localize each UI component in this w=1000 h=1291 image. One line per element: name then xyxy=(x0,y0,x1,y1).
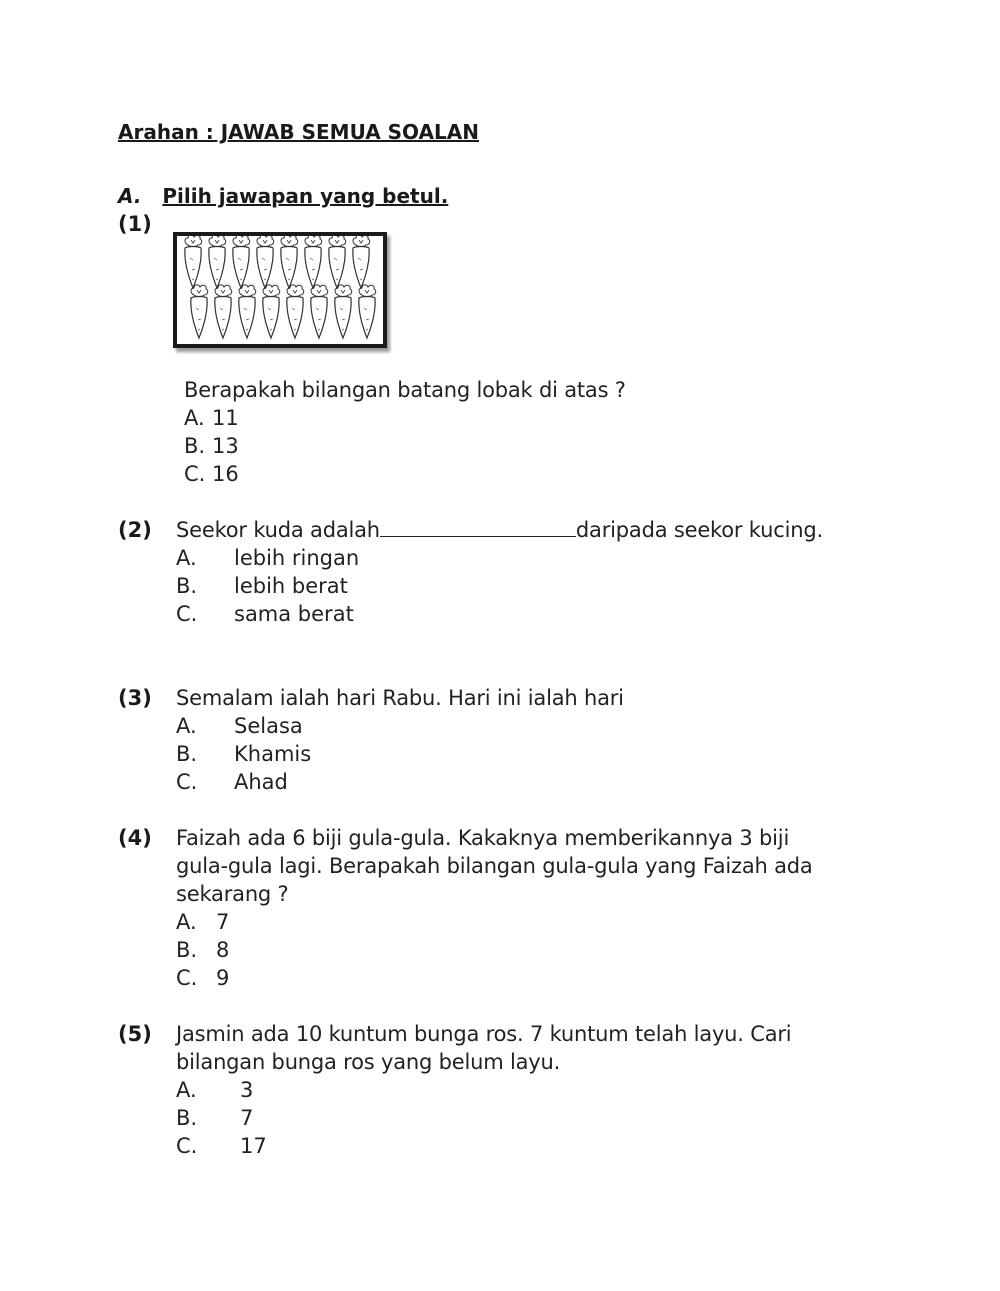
question-2-text: Seekor kuda adalah daripada seekor kucing. xyxy=(176,518,823,542)
question-1-option-b[interactable]: B. 13 xyxy=(184,434,239,458)
carrot-icon xyxy=(329,236,346,288)
question-1-option-c[interactable]: C. 16 xyxy=(184,462,239,486)
question-5-option-b[interactable]: B. 7 xyxy=(176,1106,254,1130)
section-title: Pilih jawapan yang betul. xyxy=(162,184,449,208)
carrot-icon xyxy=(209,236,226,288)
carrot-picture xyxy=(173,232,387,348)
question-2-option-c[interactable]: C. sama berat xyxy=(176,602,354,626)
question-5-line-1: Jasmin ada 10 kuntum bunga ros. 7 kuntum telah layu. Cari xyxy=(176,1022,792,1046)
question-4-option-a[interactable]: A. 7 xyxy=(176,910,230,934)
question-4-option-c[interactable]: C. 9 xyxy=(176,966,230,990)
question-5-option-c[interactable]: C. 17 xyxy=(176,1134,267,1158)
carrot-icon xyxy=(287,285,304,338)
question-2-option-b[interactable]: B. lebih berat xyxy=(176,574,348,598)
question-4-line-2: gula-gula lagi. Berapakah bilangan gula-gula yang Faizah ada xyxy=(176,854,813,878)
question-1-number: (1) xyxy=(118,212,152,236)
carrot-icon xyxy=(311,285,328,338)
question-3-option-c[interactable]: C. Ahad xyxy=(176,770,288,794)
question-2-option-a[interactable]: A. lebih ringan xyxy=(176,546,360,570)
question-5-number: (5) xyxy=(118,1022,152,1046)
question-4-line-1: Faizah ada 6 biji gula-gula. Kakaknya memberikannya 3 biji xyxy=(176,826,790,850)
carrot-icon xyxy=(359,285,376,338)
carrot-icon xyxy=(185,236,202,288)
question-3-option-a[interactable]: A. Selasa xyxy=(176,714,303,738)
question-3-option-b[interactable]: B. Khamis xyxy=(176,742,312,766)
section-letter: A. xyxy=(118,184,142,208)
instruction-heading: Arahan : JAWAB SEMUA SOALAN xyxy=(118,120,479,144)
question-2-number: (2) xyxy=(118,518,152,542)
question-1-option-a[interactable]: A. 11 xyxy=(184,406,239,430)
carrot-grid xyxy=(177,236,383,344)
carrot-icon xyxy=(257,236,274,288)
carrot-icon xyxy=(233,236,250,288)
carrot-icon xyxy=(239,285,256,338)
carrot-icon xyxy=(191,285,208,338)
section-heading xyxy=(118,184,448,208)
question-5-option-a[interactable]: A. 3 xyxy=(176,1078,254,1102)
answer-blank xyxy=(380,518,576,537)
carrot-icon xyxy=(305,236,322,288)
question-4-number: (4) xyxy=(118,826,152,850)
carrot-icon xyxy=(353,236,370,288)
question-3-number: (3) xyxy=(118,686,152,710)
question-4-option-b[interactable]: B. 8 xyxy=(176,938,230,962)
question-1-text: Berapakah bilangan batang lobak di atas ? xyxy=(184,378,626,402)
carrot-row-2 xyxy=(191,285,376,338)
question-4-line-3: sekarang ? xyxy=(176,882,289,906)
question-3-text: Semalam ialah hari Rabu. Hari ini ialah hari xyxy=(176,686,624,710)
carrot-icon xyxy=(215,285,232,338)
carrot-icon xyxy=(335,285,352,338)
carrot-row-1 xyxy=(185,236,370,288)
carrot-icon xyxy=(263,285,280,338)
question-5-line-2: bilangan bunga ros yang belum layu. xyxy=(176,1050,561,1074)
carrot-icon xyxy=(281,236,298,288)
